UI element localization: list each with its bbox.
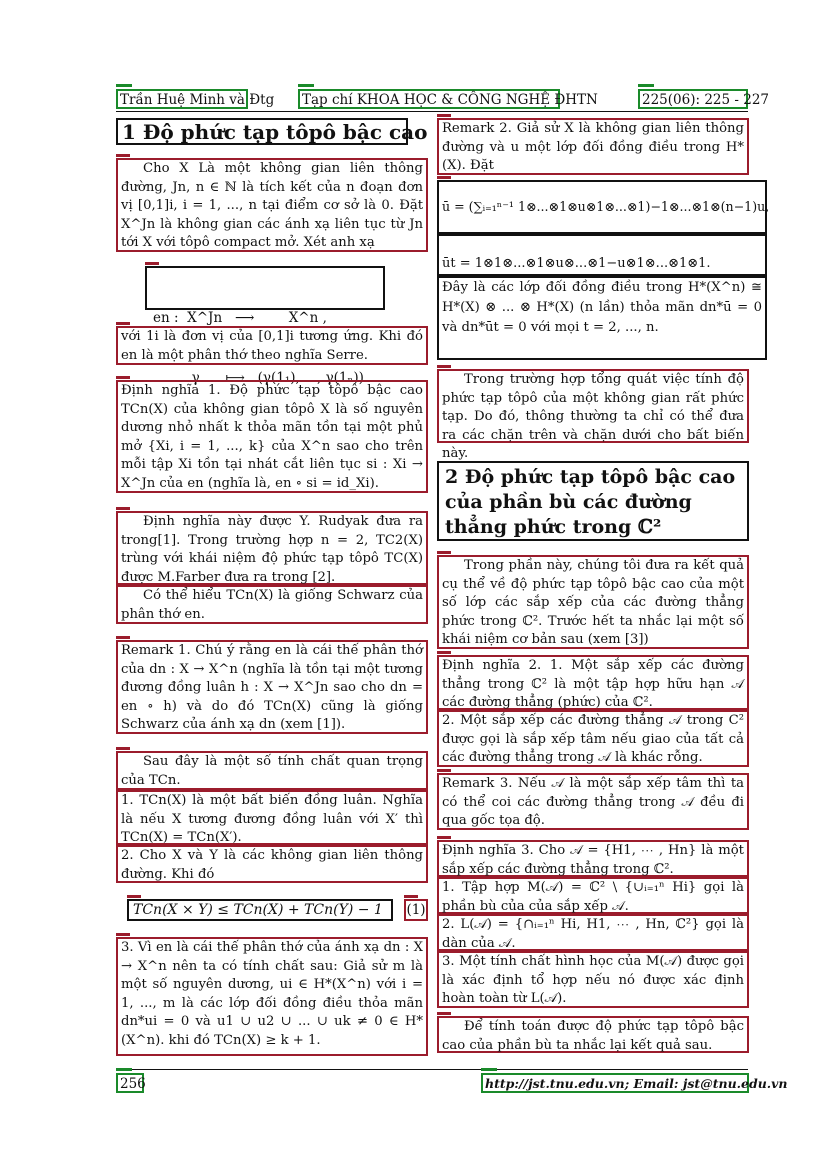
page-number: 256 (116, 1073, 144, 1093)
definition-3-item-1: 1. Tập hợp M(𝒜) = ℂ² \ {∪ᵢ₌₁ⁿ Hi} gọi là phần bù của của sắp xếp 𝒜. (437, 877, 749, 914)
paragraph-properties: Sau đây là một số tính chất quan trọng của TCn. (116, 751, 428, 790)
remark-2: Remark 2. Giả sử X là không gian liên thông đường và u một lớp đối đồng điều trong H*(X). Đặt (437, 118, 749, 175)
header-issue: 225(06): 225 - 227 (638, 89, 748, 109)
paragraph-intro: Cho X Là một không gian liên thông đường, Jn, n ∈ ℕ là tích kết của n đoạn đơn vị [0,1]i, i = 1, ..., n tại điểm cơ sở là 0. Đặt X^Jn là không gian các ánh xạ liên tục từ Jn tới X với tôpô compact mở. Xét anh xạ (116, 158, 428, 252)
footer-rule (116, 1069, 748, 1070)
paragraph-recall-result: Để tính toán được độ phức tạp tôpô bậc cao của phần bù ta nhắc lại kết quả sau. (437, 1016, 749, 1053)
paragraph-serre: với 1i là đơn vị của [0,1]i tương ứng. Khi đó en là một phân thớ theo nghĩa Serre. (116, 326, 428, 365)
equation-ubar: ū = (∑ᵢ₌₁ⁿ⁻¹ 1⊗...⊗1⊗u⊗1⊗...⊗1)−1⊗...⊗1⊗(n−1)u, (437, 180, 767, 234)
section1-title: 1 Độ phức tạp tôpô bậc cao (116, 118, 408, 145)
map-line-1: en : X^Jn ⟶ X^n , (153, 310, 327, 326)
paragraph-rudyak: Định nghĩa này được Y. Rudyak đưa ra trong[1]. Trong trường hợp n = 2, TC2(X) trùng với khái niệm độ phức tạp tôpô TC(X) được M.Farber đưa ra trong [2]. (116, 511, 428, 585)
header-journal: Tạp chí KHOA HỌC & CÔNG NGHỆ ĐHTN (298, 89, 560, 109)
header-author: Trần Huệ Minh và Đtg (116, 89, 248, 109)
paragraph-cohomology-classes: Đây là các lớp đối đồng điều trong H*(X^n) ≅ H*(X) ⊗ ... ⊗ H*(X) (n lần) thỏa mãn dn*ū = 0 và dn*ūt = 0 với mọi t = 2, ..., n. (437, 276, 767, 360)
definition-2-item-2: 2. Một sắp xếp các đường thẳng 𝒜 trong C² được gọi là sắp xếp tâm nếu giao của tất cả các đường thẳng trong 𝒜 là khác rỗng. (437, 710, 749, 767)
formula-1-number: (1) (404, 899, 428, 921)
property-1: 1. TCn(X) là một bất biến đồng luân. Nghĩa là nếu X tương đương đồng luân với X′ thì TCn(X) = TCn(X′). (116, 790, 428, 845)
remark-3: Remark 3. Nếu 𝒜 là một sắp xếp tâm thì ta có thể coi các đường thẳng trong 𝒜 đều đi qua gốc tọa độ. (437, 773, 749, 830)
definition-1: Định nghĩa 1. Độ phức tạp tôpô bậc cao TCn(X) của không gian tôpô X là số nguyên dương nhỏ nhất k thỏa mãn tồn tại một phủ mở {Xi, i = 1, ..., k} của X^n sao cho trên mỗi tập Xi tồn tại nhát cắt liên tục si : Xi → X^Jn của en (nghĩa là, en ∘ si = id_Xi). (116, 380, 428, 493)
remark-1: Remark 1. Chú ý rằng en là cái thế phân thớ của dn : X → X^n (nghĩa là tồn tại một tương đương đồng luân h : X → X^Jn sao cho dn = en ∘ h) và do đó TCn(X) cũng là giống Schwarz của ánh xạ dn (xem [1]). (116, 640, 428, 734)
map-line-2: γ ⟼ (γ(1₁), ..., γ(1ₙ)) (153, 370, 364, 386)
formula-1: TCn(X × Y) ≤ TCn(X) + TCn(Y) − 1 (127, 899, 393, 921)
definition-3-item-3: 3. Một tính chất hình học của M(𝒜) được gọi là xác định tổ hợp nếu nó được xác định hoàn toàn từ L(𝒜). (437, 951, 749, 1008)
property-3: 3. Vì en là cái thế phân thớ của ánh xạ dn : X → X^n nên ta có tính chất sau: Giả sử m là một số nguyên dương, ui ∈ H*(X^n) với i = 1, ..., m là các lớp đối đồng điều thỏa mãn dn*ui = 0 và u1 ∪ u2 ∪ ... ∪ uk ≠ 0 ∈ H*(X^n). khi đó TCn(X) ≥ k + 1. (116, 937, 428, 1056)
paragraph-schwarz: Có thể hiểu TCn(X) là giống Schwarz của phân thớ en. (116, 585, 428, 624)
section2-title: 2 Độ phức tạp tôpô bậc cao của phần bù các đường thẳng phức trong ℂ² (437, 461, 749, 541)
equation-ut: ūt = 1⊗1⊗...⊗1⊗u⊗...⊗1−u⊗1⊗...⊗1⊗1. (437, 234, 767, 276)
footer-contact: http://jst.tnu.edu.vn; Email: jst@tnu.edu.vn (481, 1073, 749, 1093)
property-2: 2. Cho X và Y là các không gian liên thông đường. Khi đó (116, 845, 428, 883)
definition-3-item-2: 2. L(𝒜) = {∩ᵢ₌₁ⁿ Hi, H1, ⋯ , Hn, ℂ²} gọi là dàn của 𝒜. (437, 914, 749, 951)
paragraph-section2-intro: Trong phần này, chúng tôi đưa ra kết quả cụ thể về độ phức tạp tôpô bậc cao của một số lớp các sắp xếp của các đường thẳng phức trong ℂ². Trước hết ta nhắc lại một số khái niệm cơ bản sau (xem [3]) (437, 555, 749, 649)
definition-2: Định nghĩa 2. 1. Một sắp xếp các đường thẳng trong ℂ² là một tập hợp hữu hạn 𝒜 các đường thẳng (phức) của ℂ². (437, 655, 749, 710)
paragraph-general-case: Trong trường hợp tổng quát việc tính độ phức tạp tôpô của một không gian rất phức tạp. Do đó, thông thường ta chỉ có thể đưa ra các chặn trên và chặn dưới cho bất biến này. (437, 369, 749, 443)
definition-3: Định nghĩa 3. Cho 𝒜 = {H1, ⋯ , Hn} là một sắp xếp các đường thẳng trong ℂ². (437, 840, 749, 877)
header-rule (116, 111, 748, 112)
